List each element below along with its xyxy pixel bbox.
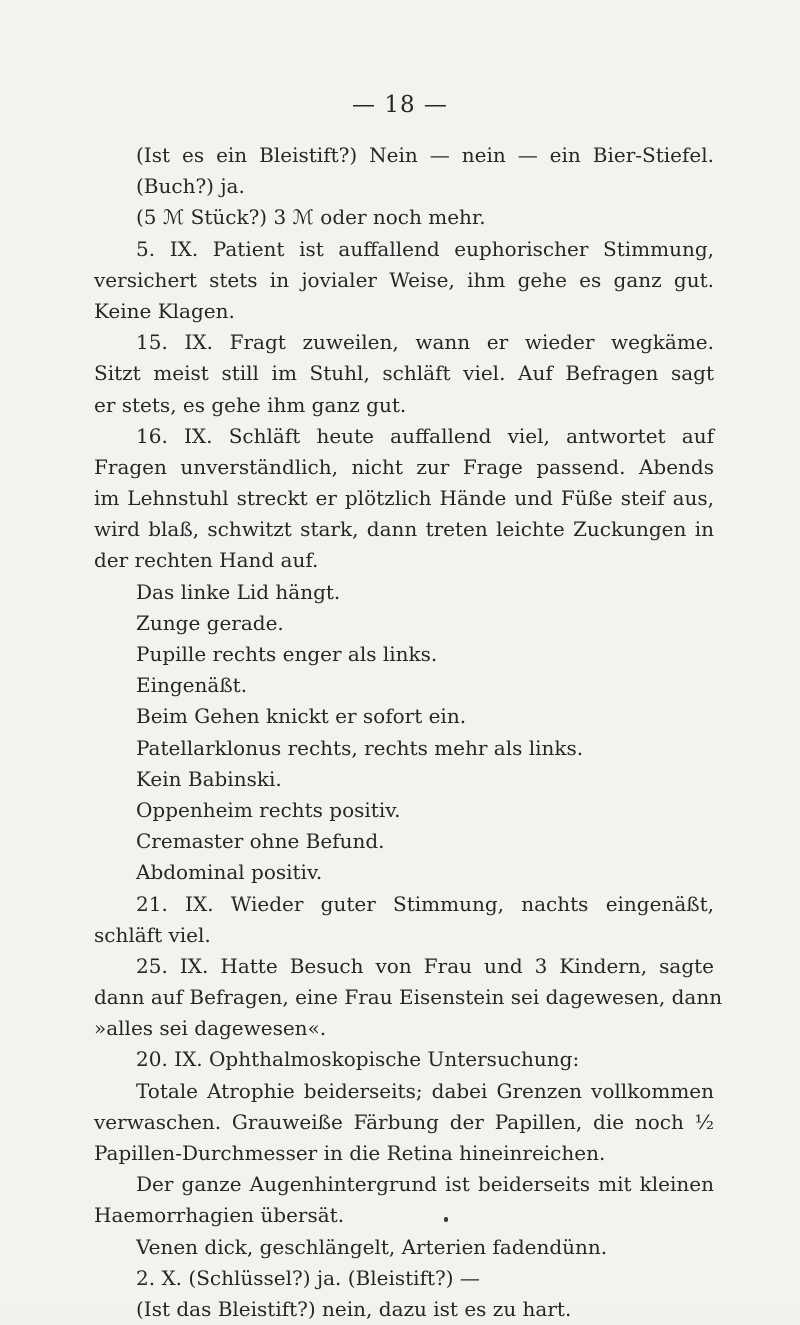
text-line: 15. IX. Fragt zuweilen, wann er wieder wegkäme.	[136, 330, 714, 355]
text-line: der rechten Hand auf.	[94, 548, 319, 573]
text-line: Eingenäßt.	[136, 673, 248, 698]
text-line: dann auf Befragen, eine Frau Eisenstein sei dagewesen, dann	[94, 985, 723, 1010]
text-line: Venen dick, geschlängelt, Arterien fadendünn.	[136, 1234, 608, 1259]
text-line: »alles sei dagewesen«.	[94, 1016, 327, 1041]
text-line: Totale Atrophie beiderseits; dabei Grenzen vollkommen	[136, 1078, 714, 1103]
text-line: Abdominal positiv.	[136, 860, 323, 885]
text-line: schläft viel.	[94, 922, 211, 947]
text-line: 5. IX. Patient ist auffallend euphorischer Stimmung,	[136, 236, 714, 261]
text-line: Keine Klagen.	[94, 298, 235, 323]
text-line: Cremaster ohne Befund.	[136, 829, 385, 854]
text-line: (Ist das Bleistift?) nein, dazu ist es zu hart.	[136, 1296, 572, 1321]
text-line: Papillen-Durchmesser in die Retina hineinreichen.	[94, 1141, 606, 1165]
text-line: Fragen unverständlich, nicht zur Frage passend. Abends	[94, 454, 714, 479]
text-line: 16. IX. Schläft heute auffallend viel, antwortet auf	[136, 423, 714, 448]
text-line: Beim Gehen knickt er sofort ein.	[136, 704, 467, 729]
text-line: (5 ℳ Stück?) 3 ℳ oder noch mehr.	[136, 205, 486, 230]
text-line: Kein Babinski.	[136, 766, 282, 791]
text-line: Oppenheim rechts positiv.	[136, 797, 401, 822]
body-text	[94, 140, 723, 1325]
text-line: Pupille rechts enger als links.	[136, 642, 438, 666]
text-line: im Lehnstuhl streckt er plötzlich Hände und Füße steif aus,	[94, 486, 714, 511]
text-line: 2. X. (Schlüssel?) ja. (Bleistift?) —	[136, 1265, 480, 1290]
text-line: 20. IX. Ophthalmoskopische Untersuchung:	[136, 1047, 580, 1072]
text-line: wird blaß, schwitzt stark, dann treten leichte Zuckungen in	[94, 517, 714, 542]
text-line: Sitzt meist still im Stuhl, schläft viel. Auf Befragen sagt	[94, 361, 714, 386]
text-line: Patellarklonus rechts, rechts mehr als links.	[136, 735, 584, 760]
text-line: 21. IX. Wieder guter Stimmung, nachts eingenäßt,	[136, 891, 714, 916]
text-line: (Buch?) ja.	[136, 174, 245, 199]
text-line: Das linke Lid hängt.	[136, 579, 341, 604]
print-speck	[444, 1217, 448, 1222]
text-line: 25. IX. Hatte Besuch von Frau und 3 Kindern, sagte	[136, 953, 714, 978]
text-line: Haemorrhagien übersät.	[94, 1203, 345, 1228]
text-line: Der ganze Augenhintergrund ist beiderseits mit kleinen	[136, 1172, 714, 1197]
text-line: versichert stets in jovialer Weise, ihm gehe es ganz gut.	[94, 267, 714, 292]
text-line: Zunge gerade.	[136, 610, 284, 635]
text-line: er stets, es gehe ihm ganz gut.	[94, 392, 407, 417]
text-line: verwaschen. Grauweiße Färbung der Papillen, die noch ½	[94, 1109, 714, 1134]
text-line: (Ist es ein Bleistift?) Nein — nein — ein Bier-Stiefel.	[136, 143, 714, 167]
page-number-header: — 18 —	[352, 92, 448, 118]
